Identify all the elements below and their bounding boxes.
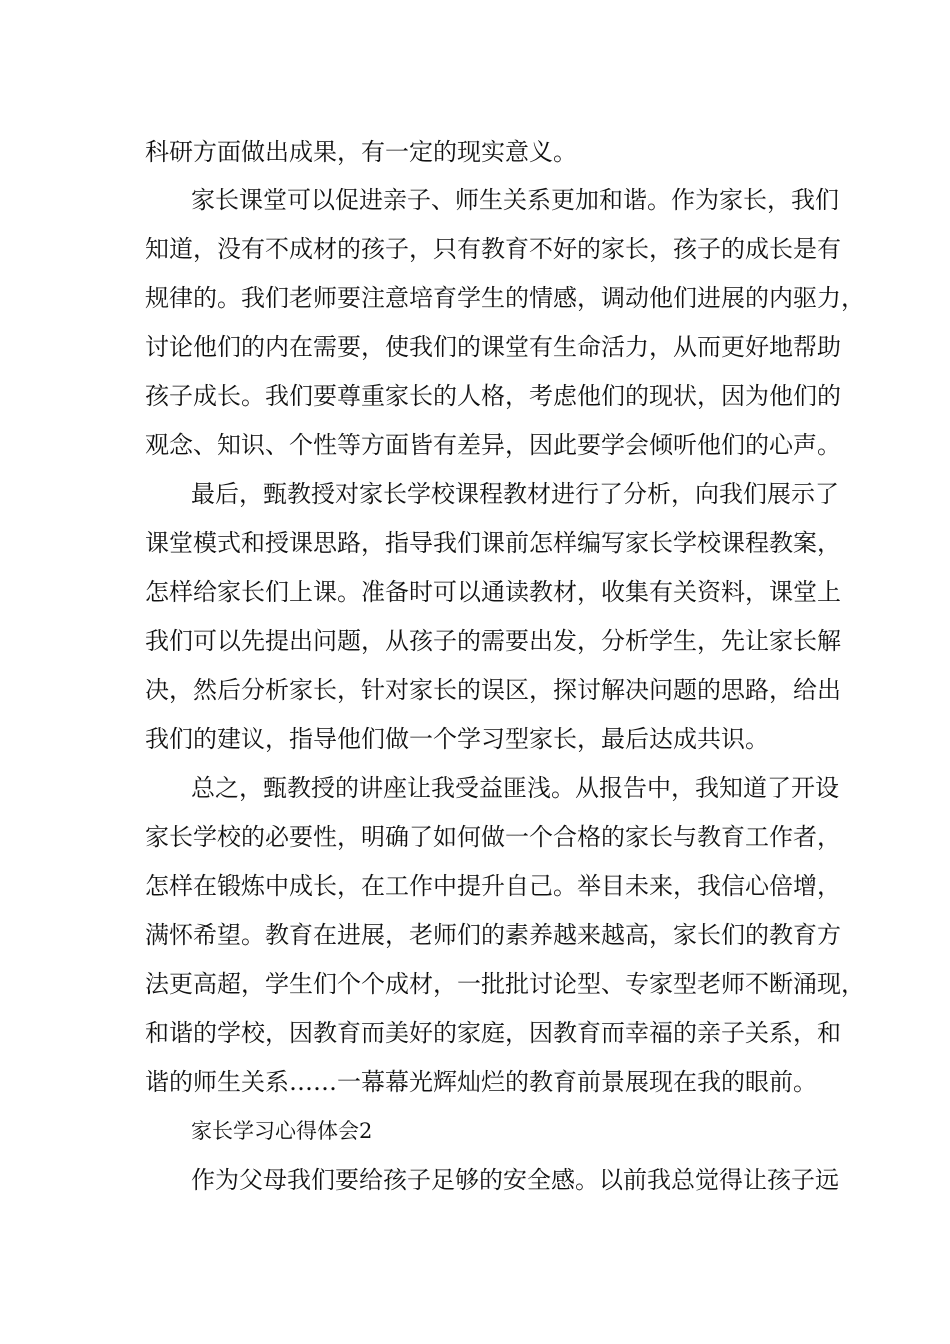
text-line: 怎样在锻炼中成长，在工作中提升自己。举目未来，我信心倍增， [145,872,841,900]
text-line: 和谐的学校，因教育而美好的家庭，因教育而幸福的亲子关系，和 [145,1019,841,1047]
paragraph-first-line: 作为父母我们要给孩子足够的安全感。以前我总觉得让孩子远 [191,1166,839,1194]
paragraph-first-line: 总之，甄教授的讲座让我受益匪浅。从报告中，我知道了开设 [191,774,839,802]
text-line: 观念、知识、个性等方面皆有差异，因此要学会倾听他们的心声。 [145,431,841,459]
text-line: 法更高超，学生们个个成材，一批批讨论型、专家型老师不断涌现， [145,970,865,998]
text-line: 家长学校的必要性，明确了如何做一个合格的家长与教育工作者， [145,823,841,851]
text-line: 我们的建议，指导他们做一个学习型家长，最后达成共识。 [145,725,769,753]
section-heading: 家长学习心得体会2 [191,1119,373,1143]
text-line: 课堂模式和授课思路，指导我们课前怎样编写家长学校课程教案， [145,529,841,557]
paragraph-first-line: 家长课堂可以促进亲子、师生关系更加和谐。作为家长，我们 [191,186,839,214]
text-line: 决，然后分析家长，针对家长的误区，探讨解决问题的思路，给出 [145,676,841,704]
text-line: 规律的。我们老师要注意培育学生的情感，调动他们进展的内驱力， [145,284,865,312]
text-line: 我们可以先提出问题，从孩子的需要出发，分析学生，先让家长解 [145,627,841,655]
text-line: 讨论他们的内在需要，使我们的课堂有生命活力，从而更好地帮助 [145,333,841,361]
paragraph-first-line: 最后，甄教授对家长学校课程教材进行了分析，向我们展示了 [191,480,839,508]
text-line: 谐的师生关系……一幕幕光辉灿烂的教育前景展现在我的眼前。 [145,1068,817,1096]
text-line: 怎样给家长们上课。准备时可以通读教材，收集有关资料，课堂上 [145,578,841,606]
text-line: 科研方面做出成果，有一定的现实意义。 [145,138,577,166]
text-line: 知道，没有不成材的孩子，只有教育不好的家长，孩子的成长是有 [145,235,841,263]
text-line: 满怀希望。教育在进展，老师们的素养越来越高，家长们的教育方 [145,921,841,949]
text-line: 孩子成长。我们要尊重家长的人格，考虑他们的现状，因为他们的 [145,382,841,410]
